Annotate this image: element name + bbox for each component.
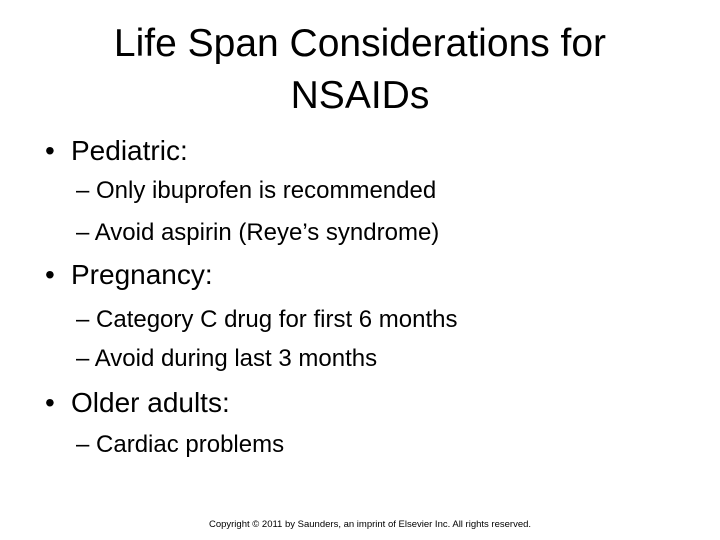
bullet-marker: • (45, 135, 55, 166)
bullet-heading: Older adults: (71, 387, 230, 418)
sub-item: – Cardiac problems (76, 431, 285, 458)
bullet-heading: Pediatric: (71, 135, 188, 166)
bullet-marker: • (45, 387, 55, 418)
bullet-older-adults (45, 386, 230, 420)
sub-item: – Category C drug for first 6 months (76, 306, 458, 333)
title-line-2: NSAIDs (290, 74, 430, 117)
sub-item: – Avoid during last 3 months (76, 345, 378, 372)
slide-title (0, 18, 720, 122)
sub-item: – Avoid aspirin (Reye’s syndrome) (76, 219, 440, 246)
title-line-1: Life Span Considerations for (113, 22, 607, 65)
sub-item: – Only ibuprofen is recommended (76, 177, 437, 204)
copyright-footer: Copyright © 2011 by Saunders, an imprint of Elsevier Inc. All rights reserved. (208, 519, 532, 530)
bullet-heading: Pregnancy: (71, 259, 213, 290)
bullet-pediatric (45, 134, 188, 168)
bullet-pregnancy (45, 258, 213, 292)
bullet-marker: • (45, 259, 55, 290)
